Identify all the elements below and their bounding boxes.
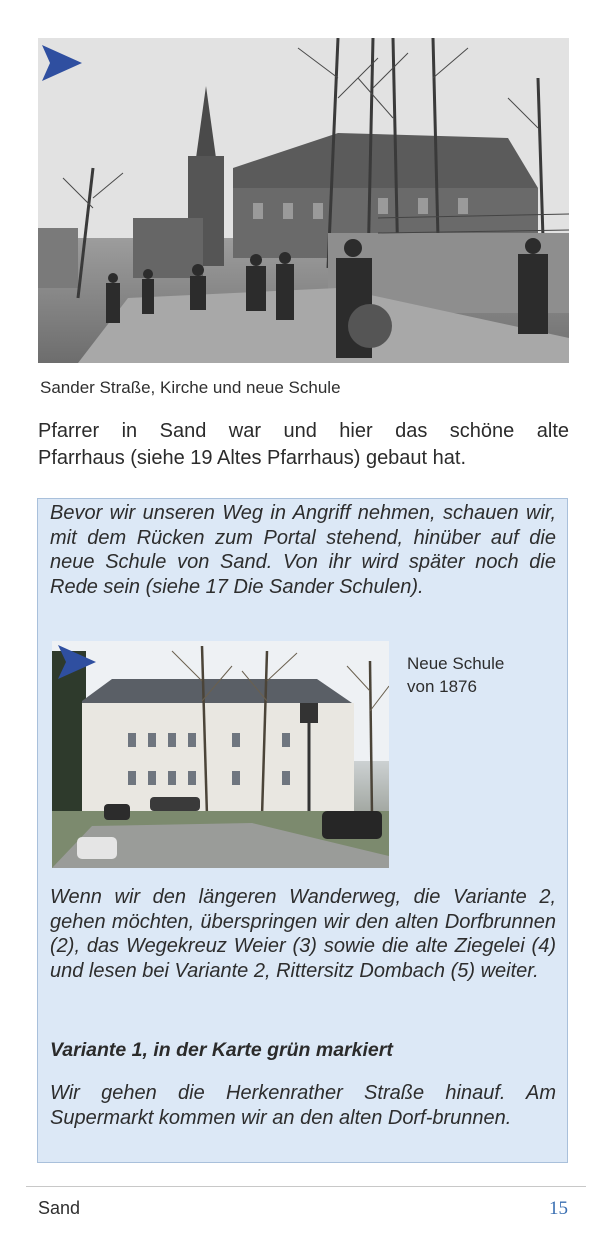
page-number: 15 [549, 1198, 568, 1219]
box-paragraph-3 [50, 1081, 556, 1130]
box-paragraph-3-text: Wir gehen die Herkenrather Straße hinauf. Am Supermarkt kommen wir an den alten Dorf-brunnen. [50, 1082, 556, 1129]
footer-section-name: Sand [38, 1198, 81, 1218]
arrow-marker-icon [42, 45, 82, 81]
info-box [37, 498, 568, 1163]
intro-line-2: Pfarrhaus (siehe 19 Altes Pfarrhaus) gebaut hat. [38, 447, 467, 469]
school-photo [52, 641, 389, 868]
box-paragraph-1 [50, 501, 556, 599]
footer-divider [26, 1186, 586, 1187]
intro-paragraph [38, 418, 569, 472]
box-paragraph-2-text: Wenn wir den längeren Wanderweg, die Variante 2, gehen möchten, überspringen wir den alten Dorfbrunnen (2), das Wegekreuz Weier (3) sowie die alte Ziegelei (4) und lesen bei Variante 2, Rittersitz Dombach (5) weiter. [50, 886, 556, 982]
top-photo [38, 38, 569, 363]
school-photo-caption [407, 653, 504, 698]
school-caption-line-1: Neue Schule [407, 654, 505, 673]
top-photo-caption: Sander Straße, Kirche und neue Schule [40, 378, 341, 397]
box-paragraph-2 [50, 885, 556, 983]
intro-line-1: Pfarrer in Sand war und hier das schöne alte [38, 420, 569, 442]
procession-illustration [38, 38, 569, 363]
school-illustration [52, 641, 389, 868]
school-caption-line-2: von 1876 [407, 676, 477, 696]
variant-heading: Variante 1, in der Karte grün markiert [50, 1039, 393, 1061]
box-paragraph-1-text: Bevor wir unseren Weg in Angriff nehmen, schauen wir, mit dem Rücken zum Portal stehend, hinüber auf die neue Schule von Sand. Von ihr wird später noch die Rede sein (siehe 17 Die Sander Schulen). [50, 502, 556, 598]
arrow-marker-icon [58, 645, 96, 679]
